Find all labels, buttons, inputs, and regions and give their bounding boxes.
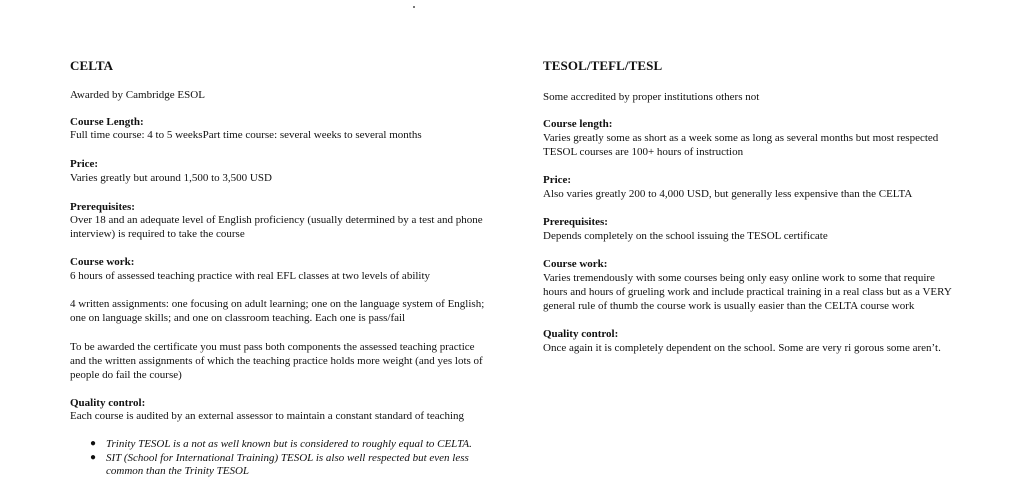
- celta-award-text-1: To be awarded the certificate you must pass both components the assessed teaching practice: [70, 341, 475, 353]
- tesol-qc-text: Once again it is completely dependent on the school. Some are very ri gorous some aren’t.: [543, 342, 941, 354]
- celta-price-text: Varies greatly but around 1,500 to 3,500 USD: [70, 172, 272, 184]
- celta-awarded: Awarded by Cambridge ESOL: [70, 89, 205, 101]
- stray-dot: [413, 6, 415, 8]
- tesol-title: TESOL/TEFL/TESL: [543, 58, 663, 73]
- tesol-price-text: Also varies greatly 200 to 4,000 USD, but generally less expensive than the CELTA: [543, 188, 913, 200]
- tesol-length-heading: Course length:: [543, 118, 613, 130]
- tesol-work-text-1: Varies tremendously with some courses being only easy online work to some that require: [543, 272, 935, 284]
- tesol-work-heading: Course work:: [543, 258, 608, 270]
- tesol-length-text-1: Varies greatly some as short as a week some as long as several months but most respected: [543, 132, 939, 144]
- tesol-price-heading: Price:: [543, 174, 572, 186]
- bullet-dot-1: ●: [90, 438, 97, 449]
- celta-length-heading: Course Length:: [70, 116, 144, 128]
- bullet-dot-2: ●: [90, 452, 97, 463]
- celta-work-text: 6 hours of assessed teaching practice with real EFL classes at two levels of ability: [70, 270, 431, 282]
- tesol-prereq-heading: Prerequisites:: [543, 216, 608, 228]
- celta-award-text-3: people do fail the course): [70, 369, 182, 381]
- tesol-work-text-3: general rule of thumb the course work is usually easier than the CELTA course work: [543, 300, 915, 312]
- celta-assign-text-2: one on language skills; and one on classroom teaching. Each one is pass/fail: [70, 312, 406, 324]
- celta-prereq-heading: Prerequisites:: [70, 201, 135, 213]
- celta-prereq-text-1: Over 18 and an adequate level of English proficiency (usually determined by a test and phone: [70, 214, 483, 226]
- tesol-accredited: Some accredited by proper institutions others not: [543, 91, 760, 103]
- celta-award-text-2: and the written assignments of which the teaching practice holds more weight (and yes lots of: [70, 355, 483, 367]
- tesol-qc-heading: Quality control:: [543, 328, 619, 340]
- celta-work-heading: Course work:: [70, 256, 135, 268]
- celta-prereq-text-2: interview) is required to take the course: [70, 228, 245, 240]
- celta-qc-text: Each course is audited by an external assessor to maintain a constant standard of teaching: [70, 410, 465, 422]
- bullet-2-line-1: SIT (School for International Training) TESOL is also well respected but even less: [106, 452, 469, 464]
- tesol-prereq-text: Depends completely on the school issuing the TESOL certificate: [543, 230, 828, 242]
- celta-price-heading: Price:: [70, 158, 99, 170]
- celta-assign-text-1: 4 written assignments: one focusing on adult learning; one on the language system of English;: [70, 298, 485, 310]
- celta-length-text: Full time course: 4 to 5 weeksPart time course: several weeks to several months: [70, 129, 422, 141]
- tesol-work-text-2: hours and hours of grueling work and include practical training in a real class but as a VERY: [543, 286, 952, 298]
- bullet-1: Trinity TESOL is a not as well known but is considered to roughly equal to CELTA.: [106, 438, 472, 450]
- celta-qc-heading: Quality control:: [70, 397, 146, 409]
- tesol-length-text-2: TESOL courses are 100+ hours of instruction: [543, 146, 744, 158]
- bullet-2-line-2: common than the Trinity TESOL: [106, 465, 250, 477]
- celta-title: CELTA: [70, 58, 114, 73]
